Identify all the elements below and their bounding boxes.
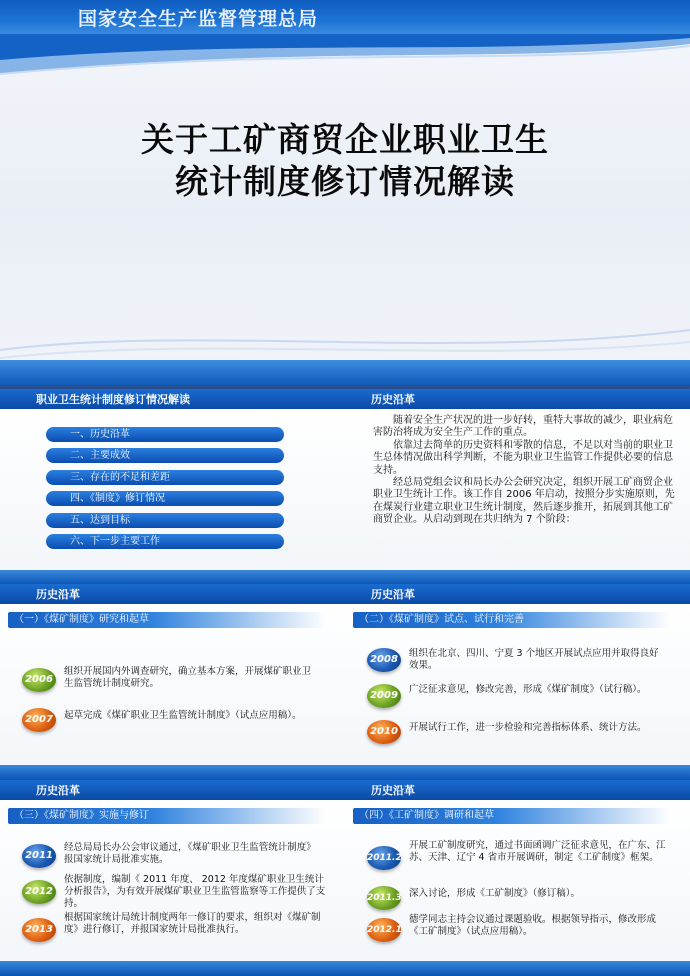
slide-header-label: 历史沿革 [371,784,415,797]
stage-item-text: 根据国家统计局统计制度两年一修订的要求，组织对《煤矿制度》进行修订，并报国家统计局批准执行。 [64,912,321,935]
stage-item-text: 组织开展国内外调查研究，确立基本方案，开展煤矿职业卫生监管统计制度研究。 [64,666,312,689]
slide-footer [0,765,345,779]
section-subtitle: （二）《煤矿制度》试点、试行和完善 [359,614,524,625]
year-badge: 2009 [367,684,401,708]
paragraph-1: 随着安全生产状况的进一步好转，重特大事故的减少，职业病危害防治将成为安全生产工作的重点。 [373,415,673,439]
history-text [373,415,675,527]
slide-footer [0,961,345,975]
toc-item-6[interactable]: 六、下一步主要工作 [46,534,284,549]
header-swoosh-decoration [0,34,690,124]
year-badge: 2013 [22,918,56,942]
title-slide-header [0,0,690,34]
year-badge: 2008 [367,648,401,672]
slide-header [0,389,345,409]
toc-item-1[interactable]: 一、历史沿革 [46,427,284,442]
year-badge: 2012 [22,880,56,904]
slide-body [345,409,690,570]
slide-body [345,800,690,961]
stage-item-text: 经总局局长办公会审议通过，《煤矿职业卫生监管统计制度》报国家统计局批准实施。 [64,842,312,865]
stage-item-text: 依据制度，编制《 2011 年度、 2012 年度煤矿职业卫生统计分析报告》，为有效开展煤矿职业卫生监管监察等工作提供了支持。 [64,874,326,909]
toc-item-5[interactable]: 五、达到目标 [46,513,284,528]
footer-wave-decoration [0,320,690,365]
year-badge: 2007 [22,708,56,732]
section-subtitle-banner [353,612,671,628]
slide-header-label: 职业卫生统计制度修订情况解读 [36,393,190,406]
section-subtitle: （三）《煤矿制度》实施与修订 [14,810,149,821]
title-slide [0,0,690,386]
slide-body [0,800,345,961]
title-line-2: 统计制度修订情况解读 [175,162,515,201]
year-badge: 2010 [367,720,401,744]
section-subtitle-banner [353,808,671,824]
slide-header [345,780,690,800]
year-badge: 2011.2 [367,846,401,870]
stage-item-text: 开展工矿制度研究，通过书面函调广泛征求意见，在广东、江苏、天津、辽宁 4 省市开展调研，制定《工矿制度》框架。 [409,840,666,863]
slide-body [0,409,345,570]
section-subtitle-banner [8,808,326,824]
title-slide-footer [0,360,690,386]
paragraph-3: 经总局党组会议和局长办公会研究决定，组织开展工矿商贸企业职业卫生统计工作。该工作自 2006 年启动，按照分步实施原则，先在煤炭行业建立职业卫生统计制度，然后逐步推开，拓展到其他工矿商贸企业。从启动到现在共归纳为 7 个阶段： [373,477,675,526]
org-name: 国家安全生产监督管理总局 [78,8,319,30]
year-badge: 2012.1 [367,918,401,942]
slide-header [0,584,345,604]
year-badge: 2011.3 [367,886,401,910]
slide-header-label: 历史沿革 [36,784,80,797]
toc-item-4[interactable]: 四、《制度》修订情况 [46,491,284,506]
slide-header [345,389,690,409]
year-badge: 2011 [22,844,56,868]
stage2-slide [345,584,690,779]
slide-footer [345,570,690,584]
slide-footer [345,765,690,779]
slide-body [345,604,690,765]
slide-header-label: 历史沿革 [36,588,80,601]
title-line-1: 关于工矿商贸企业职业卫生 [141,120,549,159]
slide-body [0,604,345,765]
year-badge: 2006 [22,668,56,692]
paragraph-2: 依靠过去简单的历史资料和零散的信息，不足以对当前的职业卫生总体情况做出科学判断，不能为职业卫生监管工作提供必要的信息支持。 [373,439,673,476]
slide-footer [0,570,345,584]
toc-item-3[interactable]: 三、存在的不足和差距 [46,470,284,485]
toc-item-2[interactable]: 二、主要成效 [46,448,284,463]
section-subtitle: （一）《煤矿制度》研究和起草 [14,614,149,625]
stage-item-text: 广泛征求意见，修改完善，形成《煤矿制度》（试行稿）。 [409,684,647,695]
stage-item-text: 德学同志主持会议通过课题验收。根据领导指示，修改形成《工矿制度》（试点应用稿）。 [409,914,657,937]
stage1-slide [0,584,345,779]
section-subtitle-banner [8,612,326,628]
stage4-slide [345,780,690,975]
stage-item-text: 深入讨论，形成《工矿制度》（修订稿）。 [409,888,581,899]
slide-header [345,584,690,604]
slide-footer [345,961,690,975]
stage-item-text: 组织在北京、四川、宁夏 3 个地区开展试点应用并取得良好效果。 [409,648,659,671]
slide-header-label: 历史沿革 [371,588,415,601]
stage-item-text: 起草完成《煤矿职业卫生监管统计制度》（试点应用稿）。 [64,710,302,721]
slide-header-label: 历史沿革 [371,393,415,406]
section-subtitle: （四）《工矿制度》调研和起草 [359,810,494,821]
slide-header [0,780,345,800]
toc-slide [0,389,345,584]
stage-item-text: 开展试行工作，进一步检验和完善指标体系、统计方法。 [409,722,647,733]
stage3-slide [0,780,345,975]
history-intro-slide [345,389,690,584]
